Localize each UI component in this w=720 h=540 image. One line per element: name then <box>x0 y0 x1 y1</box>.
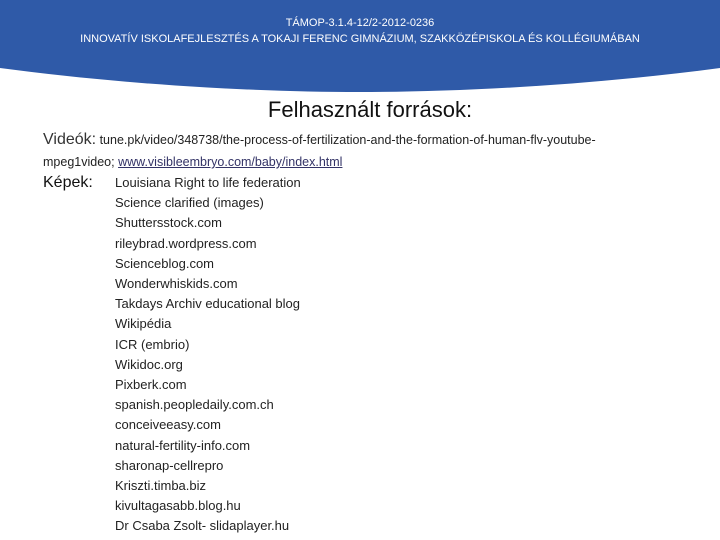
image-source-item: Shuttersstock.com <box>115 215 222 231</box>
project-code: TÁMOP-3.1.4-12/2-2012-0236 <box>285 17 435 29</box>
image-source-item: Pixberk.com <box>115 377 187 393</box>
image-source-item: Scienceblog.com <box>115 255 214 271</box>
image-source-item: ICR (embrio) <box>115 336 190 352</box>
page-title: Felhasznált források: <box>267 97 473 122</box>
image-source-item: Takdays Archiv educational blog <box>115 296 301 312</box>
images-label: Képek: <box>43 174 93 191</box>
image-source-item: kivultagasabb.blog.hu <box>115 498 241 514</box>
videos-section <box>43 129 715 173</box>
image-source-item: natural-fertility-info.com <box>115 437 251 453</box>
image-source-item: Wikidoc.org <box>115 356 183 372</box>
image-source-item: rileybrad.wordpress.com <box>115 235 257 251</box>
image-source-item: Science clarified (images) <box>115 195 264 211</box>
videos-url-part2: mpeg1video; <box>43 155 115 169</box>
videos-url-part1: tune.pk/video/348738/the-process-of-fertilization-and-the-formation-of-human-flv-youtube- <box>99 133 596 147</box>
videos-label: Videók: <box>43 131 97 148</box>
image-source-item: Wonderwhiskids.com <box>115 276 238 292</box>
header-text <box>0 15 720 47</box>
image-source-item: conceiveeasy.com <box>115 417 221 433</box>
image-source-item: Kriszti.timba.biz <box>115 478 207 494</box>
visibleembryo-link[interactable]: www.visibleembryo.com/baby/index.html <box>118 155 343 169</box>
header-banner <box>0 0 720 96</box>
image-source-item: Louisiana Right to life federation <box>115 175 301 190</box>
image-source-item: sharonap-cellrepro <box>115 457 224 473</box>
videos-line-2 <box>43 151 715 173</box>
image-source-item: Wikipédia <box>115 316 172 332</box>
school-name: INNOVATÍV ISKOLAFEJLESZTÉS A TOKAJI FERENC GIMNÁZIUM, SZAKKÖZÉPISKOLA ÉS KOLLÉGIUMÁBAN <box>80 33 640 45</box>
image-source-item: spanish.peopledaily.com.ch <box>115 397 274 413</box>
image-source-item: Dr Csaba Zsolt- slidaplayer.hu <box>115 518 290 534</box>
videos-line-1 <box>43 129 715 151</box>
image-sources-list <box>115 173 301 537</box>
